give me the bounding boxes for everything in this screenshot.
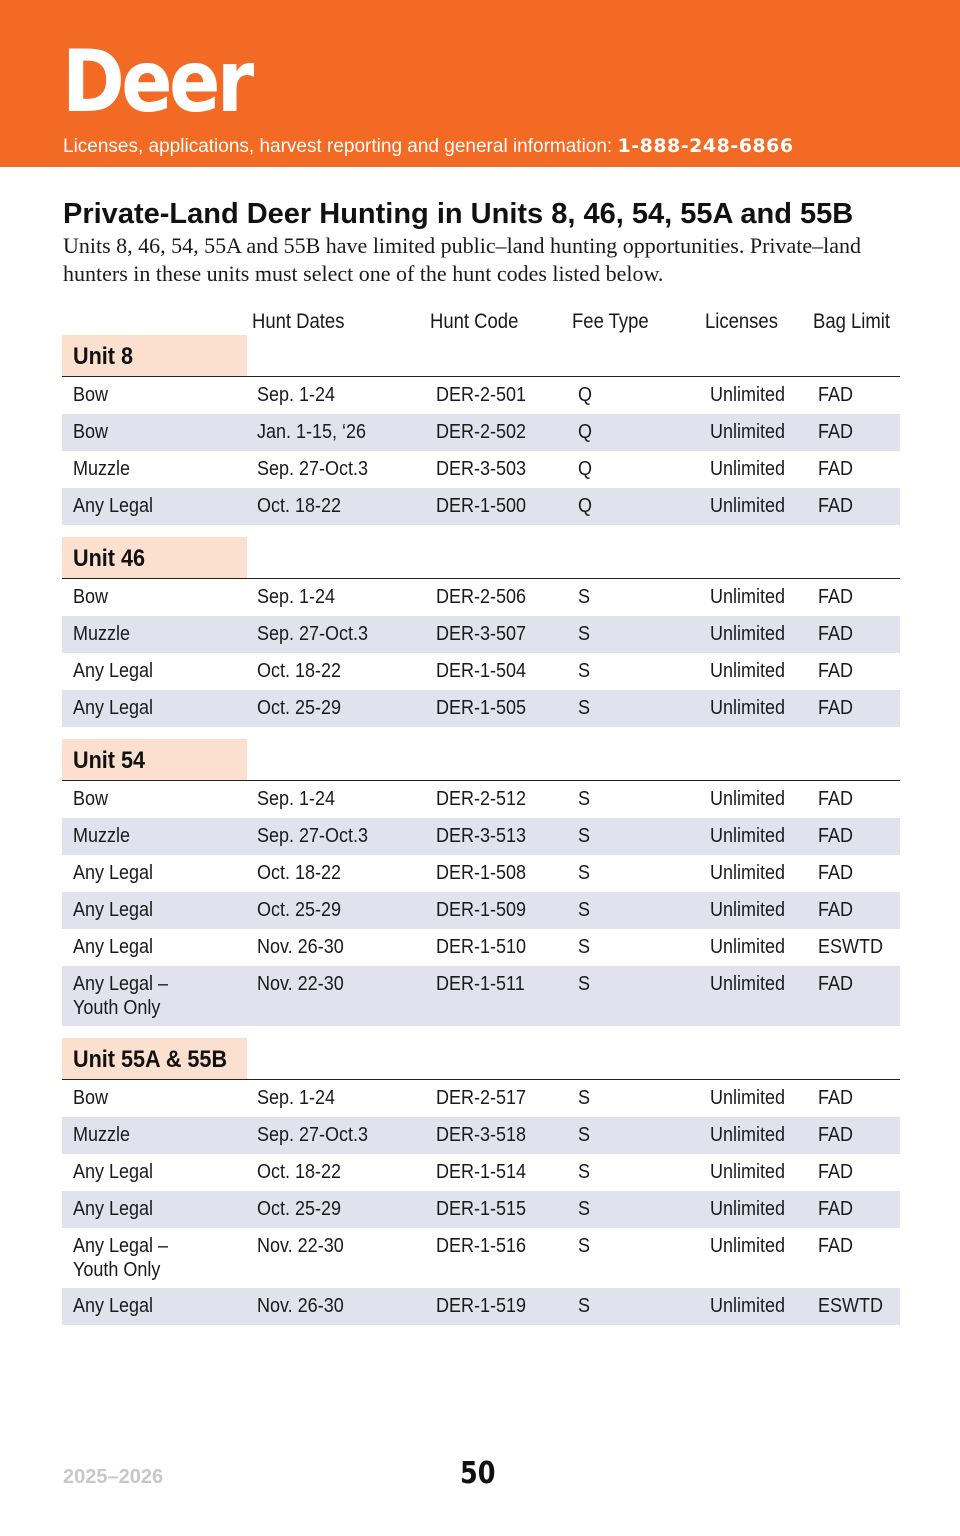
fee-type-cell: S	[578, 899, 591, 921]
hunt-dates-cell: Oct. 18-22	[257, 660, 342, 682]
table-row	[62, 1080, 900, 1117]
hunt-code-cell: DER-1-516	[436, 1235, 527, 1257]
page-header	[0, 0, 960, 167]
fee-type-cell: Q	[578, 421, 593, 443]
bag-limit-cell: FAD	[818, 825, 854, 847]
fee-type-cell: S	[578, 697, 591, 719]
hunt-dates-cell: Jan. 1-15, ‘26	[257, 421, 367, 443]
bag-limit-cell: FAD	[818, 495, 854, 517]
licenses-cell: Unlimited	[710, 1295, 786, 1317]
licenses-cell: Unlimited	[710, 1235, 786, 1257]
bag-limit-cell: FAD	[818, 1124, 854, 1146]
bag-limit-cell: FAD	[818, 697, 854, 719]
hunt-code-cell: DER-3-503	[436, 458, 527, 480]
bag-limit-cell: FAD	[818, 421, 854, 443]
bag-limit-cell: FAD	[818, 623, 854, 645]
fee-type-cell: S	[578, 1124, 591, 1146]
fee-type-cell: Q	[578, 495, 593, 517]
fee-type-cell: S	[578, 862, 591, 884]
hunt-dates-cell: Sep. 27-Oct.3	[257, 1124, 369, 1146]
table-row	[62, 1117, 900, 1154]
column-header-bag-limit: Bag Limit	[813, 310, 891, 333]
licenses-cell: Unlimited	[710, 1198, 786, 1220]
fee-type-cell: S	[578, 623, 591, 645]
licenses-cell: Unlimited	[710, 1161, 786, 1183]
fee-type-cell: S	[578, 1087, 591, 1109]
hunt-code-cell: DER-2-501	[436, 384, 527, 406]
column-header-hunt-code: Hunt Code	[430, 310, 519, 333]
table-row	[62, 377, 900, 414]
weapon-cell: Bow	[73, 586, 109, 608]
weapon-cell: Muzzle	[73, 1124, 131, 1146]
weapon-cell: Any Legal	[73, 899, 154, 921]
weapon-cell: Any Legal	[73, 660, 154, 682]
hunt-dates-cell: Oct. 25-29	[257, 1198, 342, 1220]
hunt-dates-cell: Sep. 1-24	[257, 788, 336, 810]
column-header-hunt-dates: Hunt Dates	[252, 310, 345, 333]
unit-label-text: Unit 55A & 55B	[73, 1046, 228, 1073]
bag-limit-cell: FAD	[818, 899, 854, 921]
hunt-code-cell: DER-2-517	[436, 1087, 527, 1109]
fee-type-cell: S	[578, 586, 591, 608]
hunt-dates-cell: Nov. 26-30	[257, 1295, 344, 1317]
fee-type-cell: Q	[578, 384, 593, 406]
unit-label	[62, 739, 247, 780]
hunt-code-cell: DER-3-513	[436, 825, 527, 847]
licenses-cell: Unlimited	[710, 660, 786, 682]
contact-info	[63, 134, 794, 159]
hunt-code-cell: DER-1-505	[436, 697, 527, 719]
licenses-cell: Unlimited	[710, 936, 786, 958]
bag-limit-cell: FAD	[818, 788, 854, 810]
bag-limit-cell: ESWTD	[818, 1295, 883, 1317]
hunt-dates-cell: Sep. 1-24	[257, 586, 336, 608]
weapon-cell: Muzzle	[73, 825, 131, 847]
fee-type-cell: S	[578, 936, 591, 958]
weapon-cell: Any Legal	[73, 936, 154, 958]
bag-limit-cell: FAD	[818, 1087, 854, 1109]
table-row	[62, 781, 900, 818]
table-row	[62, 966, 900, 1026]
bag-limit-cell: FAD	[818, 862, 854, 884]
weapon-cell: Any Legal	[73, 495, 154, 517]
hunt-code-cell: DER-1-509	[436, 899, 527, 921]
licenses-cell: Unlimited	[710, 421, 786, 443]
fee-type-cell: S	[578, 1198, 591, 1220]
section-title: Private-Land Deer Hunting in Units 8, 46, 54, 55A and 55B	[63, 198, 854, 230]
hunt-code-cell: DER-2-502	[436, 421, 527, 443]
hunt-dates-cell: Nov. 22-30	[257, 1235, 344, 1257]
unit-label-text: Unit 8	[73, 343, 134, 370]
fee-type-cell: S	[578, 788, 591, 810]
bag-limit-cell: FAD	[818, 660, 854, 682]
fee-type-cell: S	[578, 973, 591, 995]
hunt-code-cell: DER-1-508	[436, 862, 527, 884]
table-row	[62, 1228, 900, 1288]
licenses-cell: Unlimited	[710, 788, 786, 810]
hunt-dates-cell: Sep. 27-Oct.3	[257, 825, 369, 847]
unit-label-text: Unit 54	[73, 747, 146, 774]
weapon-cell: Any Legal	[73, 697, 154, 719]
fee-type-cell: S	[578, 1235, 591, 1257]
hunt-code-cell: DER-1-515	[436, 1198, 527, 1220]
column-header-fee-type: Fee Type	[572, 310, 649, 333]
licenses-cell: Unlimited	[710, 623, 786, 645]
bag-limit-cell: FAD	[818, 1161, 854, 1183]
licenses-cell: Unlimited	[710, 384, 786, 406]
table-row	[62, 488, 900, 525]
hunt-dates-cell: Nov. 22-30	[257, 973, 344, 995]
licenses-cell: Unlimited	[710, 1087, 786, 1109]
section-intro: Units 8, 46, 54, 55A and 55B have limited public–land hunting opportunities. Private–land hunters in these units must select one of the hunt codes listed below.	[63, 233, 862, 286]
unit-block	[62, 739, 900, 1026]
licenses-cell: Unlimited	[710, 862, 786, 884]
hunt-code-cell: DER-2-506	[436, 586, 527, 608]
unit-label-text: Unit 46	[73, 545, 146, 572]
unit-spacer	[62, 727, 900, 739]
licenses-cell: Unlimited	[710, 697, 786, 719]
fee-type-cell: S	[578, 1161, 591, 1183]
weapon-cell: Any Legal	[73, 1161, 154, 1183]
hunt-dates-cell: Oct. 25-29	[257, 899, 342, 921]
licenses-cell: Unlimited	[710, 899, 786, 921]
hunt-dates-cell: Sep. 1-24	[257, 1087, 336, 1109]
table-row	[62, 929, 900, 966]
contact-info-label: Licenses, applications, harvest reporting and general information:	[63, 136, 618, 157]
table-row	[62, 1154, 900, 1191]
bag-limit-cell: FAD	[818, 1235, 854, 1257]
table-row	[62, 451, 900, 488]
hunt-code-cell: DER-1-519	[436, 1295, 527, 1317]
licenses-cell: Unlimited	[710, 458, 786, 480]
table-row	[62, 616, 900, 653]
unit-spacer	[62, 525, 900, 537]
page-number: 50	[460, 1456, 496, 1491]
weapon-cell: Bow	[73, 1087, 109, 1109]
hunt-code-cell: DER-3-518	[436, 1124, 527, 1146]
weapon-cell: Muzzle	[73, 458, 131, 480]
bag-limit-cell: FAD	[818, 384, 854, 406]
unit-label	[62, 537, 247, 578]
page-title: Deer	[62, 32, 251, 132]
hunt-code-cell: DER-1-504	[436, 660, 527, 682]
table-row	[62, 818, 900, 855]
licenses-cell: Unlimited	[710, 973, 786, 995]
weapon-cell: Muzzle	[73, 623, 131, 645]
bag-limit-cell: FAD	[818, 586, 854, 608]
weapon-cell: Any Legal	[73, 1295, 154, 1317]
licenses-cell: Unlimited	[710, 586, 786, 608]
fee-type-cell: S	[578, 825, 591, 847]
licenses-cell: Unlimited	[710, 825, 786, 847]
unit-label	[62, 335, 247, 376]
hunt-dates-cell: Oct. 25-29	[257, 697, 342, 719]
licenses-cell: Unlimited	[710, 495, 786, 517]
fee-type-cell: Q	[578, 458, 593, 480]
licenses-cell: Unlimited	[710, 1124, 786, 1146]
hunt-dates-cell: Oct. 18-22	[257, 862, 342, 884]
contact-phone-number: 1-888-248-6866	[617, 135, 794, 157]
hunt-dates-cell: Sep. 1-24	[257, 384, 336, 406]
table-row	[62, 855, 900, 892]
hunt-code-cell: DER-1-500	[436, 495, 527, 517]
weapon-cell: Bow	[73, 421, 109, 443]
unit-block	[62, 1038, 900, 1325]
fee-type-cell: S	[578, 1295, 591, 1317]
footer-year: 2025–2026	[63, 1466, 164, 1488]
table-row	[62, 1191, 900, 1228]
weapon-cell: Bow	[73, 788, 109, 810]
weapon-cell: Any Legal	[73, 1198, 154, 1220]
table-row	[62, 690, 900, 727]
table-row	[62, 414, 900, 451]
table-row	[62, 892, 900, 929]
bag-limit-cell: FAD	[818, 458, 854, 480]
table-row	[62, 1288, 900, 1325]
weapon-cell: Any Legal – Youth Only	[73, 1235, 169, 1281]
hunt-dates-cell: Oct. 18-22	[257, 1161, 342, 1183]
hunt-code-cell: DER-1-510	[436, 936, 527, 958]
hunt-dates-cell: Nov. 26-30	[257, 936, 344, 958]
hunt-code-cell: DER-2-512	[436, 788, 527, 810]
unit-block	[62, 335, 900, 525]
bag-limit-cell: FAD	[818, 1198, 854, 1220]
fee-type-cell: S	[578, 660, 591, 682]
hunt-code-cell: DER-3-507	[436, 623, 527, 645]
table-row	[62, 579, 900, 616]
weapon-cell: Any Legal	[73, 862, 154, 884]
hunt-table	[62, 335, 900, 1325]
unit-label	[62, 1038, 247, 1079]
unit-spacer	[62, 1026, 900, 1038]
unit-block	[62, 537, 900, 727]
bag-limit-cell: ESWTD	[818, 936, 883, 958]
hunt-dates-cell: Oct. 18-22	[257, 495, 342, 517]
weapon-cell: Bow	[73, 384, 109, 406]
bag-limit-cell: FAD	[818, 973, 854, 995]
table-row	[62, 653, 900, 690]
column-header-licenses: Licenses	[705, 310, 778, 333]
hunt-dates-cell: Sep. 27-Oct.3	[257, 458, 369, 480]
weapon-cell: Any Legal – Youth Only	[73, 973, 169, 1019]
hunt-dates-cell: Sep. 27-Oct.3	[257, 623, 369, 645]
hunt-code-cell: DER-1-511	[436, 973, 525, 995]
hunt-code-cell: DER-1-514	[436, 1161, 527, 1183]
